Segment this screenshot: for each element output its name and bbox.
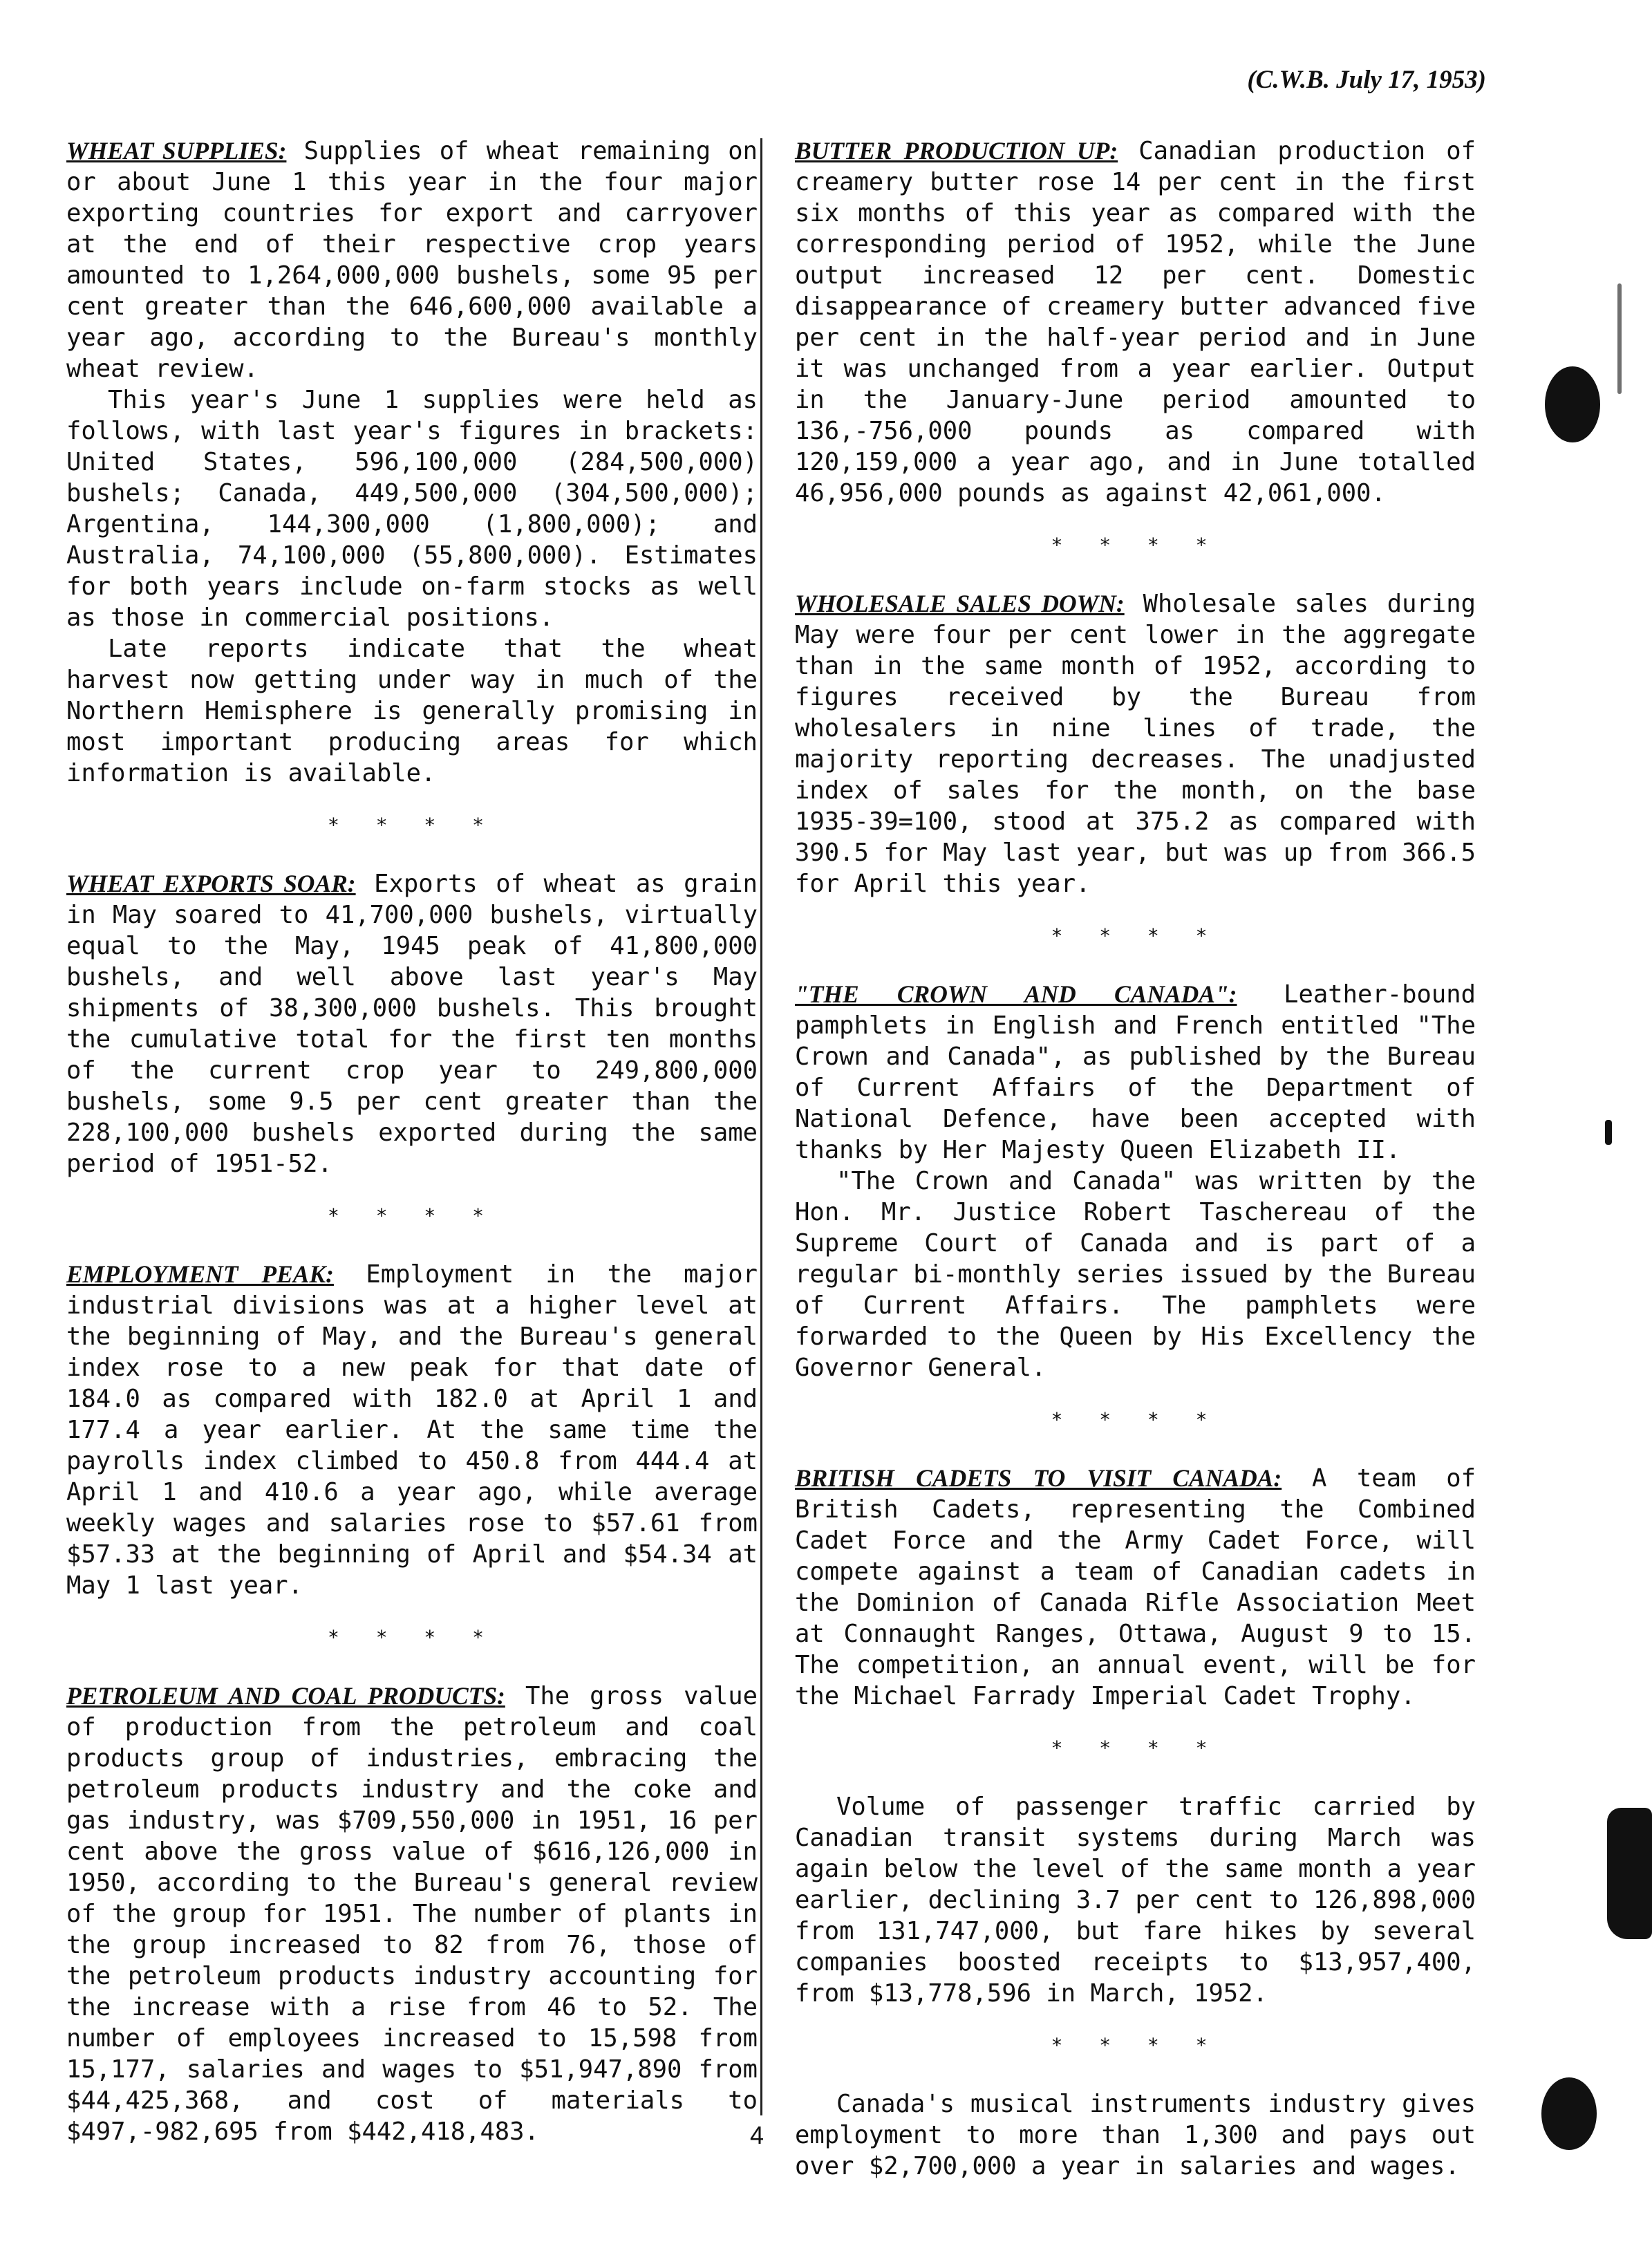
article-headline: WHEAT EXPORTS SOAR: xyxy=(66,870,356,897)
column-divider xyxy=(760,138,762,2115)
bulletin-header: (C.W.B. July 17, 1953) xyxy=(1247,66,1486,94)
article-headline: PETROLEUM AND COAL PRODUCTS: xyxy=(66,1682,505,1710)
article-musical-instruments xyxy=(795,2088,1476,2182)
article-crown-and-canada xyxy=(795,979,1476,1383)
scan-punch-hole-mark xyxy=(1545,366,1600,442)
scan-speck-mark xyxy=(1617,283,1622,394)
article-butter-production xyxy=(795,135,1476,509)
article-headline: BRITISH CADETS TO VISIT CANADA: xyxy=(795,1464,1282,1492)
section-separator: * * * * xyxy=(327,1204,496,1227)
article-british-cadets xyxy=(795,1463,1476,1712)
scan-edge-mark xyxy=(1607,1808,1652,1939)
article-headline: EMPLOYMENT PEAK: xyxy=(66,1260,334,1288)
article-text: Leather-bound pamphlets in English and French entitled "The Crown and Canada", as published by the Bureau of Current Affairs of the Department of National Defence, have been accepted with thanks by Her Majesty Queen Elizabeth II. xyxy=(795,980,1476,1164)
section-separator: * * * * xyxy=(327,1626,496,1649)
article-paragraph: Late reports indicate that the wheat harvest now getting under way in much of the Northern Hemisphere is generally promising in most important producing areas for which information is available. xyxy=(66,635,758,787)
article-paragraph xyxy=(795,1463,1476,1712)
article-paragraph: "The Crown and Canada" was written by the Hon. Mr. Justice Robert Taschereau of the Supreme Court of Canada and is part of a regular bi-monthly series issued by the Bureau of Current Affairs. The pamphlets were forwarded to the Queen by His Excellency the Governor General. xyxy=(795,1167,1476,1382)
article-wheat-exports xyxy=(66,868,758,1179)
article-text: Supplies of wheat remaining on or about June 1 this year in the four major exporting countries for export and carryover at the end of their respective crop years amounted to 1,264,000,000 bushels, some 95 per cent greater than the 646,600,000 available a year ago, according to the Bureau's monthly wheat review. xyxy=(66,137,758,383)
article-headline: WHOLESALE SALES DOWN: xyxy=(795,590,1125,617)
article-headline: "THE CROWN AND CANADA": xyxy=(795,980,1237,1008)
article-headline: BUTTER PRODUCTION UP: xyxy=(795,137,1118,165)
article-transit-traffic xyxy=(795,1791,1476,2009)
section-separator: * * * * xyxy=(1051,924,1220,947)
section-separator: * * * * xyxy=(1051,2034,1220,2057)
section-separator: * * * * xyxy=(1051,1408,1220,1431)
scan-punch-hole-mark xyxy=(1541,2077,1597,2150)
article-paragraph xyxy=(66,1681,758,2147)
section-separator: * * * * xyxy=(327,814,496,836)
article-paragraph: This year's June 1 supplies were held as follows, with last year's figures in brackets: United States, 596,100,000 (284,500,000) bushels; Canada, 449,500,000 (304,500,000); Argentina, 144,300,000 (1,800,000); and Australia, 74,100,000 (55,800,000). Estimates for both years include on-farm stocks as well as those in commercial positions. xyxy=(66,386,758,632)
article-paragraph: Canada's musical instruments industry gives employment to more than 1,300 and pays out over $2,700,000 a year in salaries and wages. xyxy=(795,2090,1476,2180)
article-text: A team of British Cadets, representing the Combined Cadet Force and the Army Cadet Force, will compete against a team of Canadian cadets in the Dominion of Canada Rifle Association Meet at Connaught Ranges, Ottawa, August 9 to 15. The competition, an annual event, will be for the Michael Farrady Imperial Cadet Trophy. xyxy=(795,1464,1476,1710)
page-number: 4 xyxy=(750,2121,764,2149)
article-employment-peak xyxy=(66,1259,758,1601)
article-petroleum-coal xyxy=(66,1681,758,2147)
left-column xyxy=(66,135,758,2147)
article-text: Employment in the major industrial divisions was at a higher level at the beginning of May, and the Bureau's general index rose to a new peak for that date of 184.0 as compared with 182.0 at April 1 and 177.4 a year earlier. At the same time the payrolls index climbed to 450.8 from 444.4 at April 1 and 410.6 a year ago, while average weekly wages and salaries rose to $57.61 from $57.33 at the beginning of April and $54.34 at May 1 last year. xyxy=(66,1260,758,1600)
right-column xyxy=(795,135,1476,2182)
article-text: The gross value of production from the petroleum and coal products group of industries, embracing the petroleum products industry and the coke and gas industry, was $709,550,000 in 1951, 16 per cent above the gross value of $616,126,000 in 1950, according to the Bureau's general review of the group for 1951. The number of plants in the group increased to 82 from 76, those of the petroleum products industry accounting for the increase with a rise from 46 to 52. The number of employees increased to 15,598 from 15,177, salaries and wages to $51,947,890 from $44,425,368, and cost of materials to $497,-982,695 from $442,418,483. xyxy=(66,1682,758,2146)
article-paragraph xyxy=(66,868,758,1179)
article-text: Canadian production of creamery butter rose 14 per cent in the first six months of this year as compared with the corresponding period of 1952, while the June output increased 12 per cent. Domestic disappearance of creamery butter advanced five per cent in the half-year period and in June it was unchanged from a year earlier. Output in the January-June period amounted to 136,-756,000 pounds as compared with 120,159,000 a year ago, and in June totalled 46,956,000 pounds as against 42,061,000. xyxy=(795,137,1476,507)
article-paragraph xyxy=(795,979,1476,1166)
article-paragraph xyxy=(795,135,1476,509)
article-paragraph xyxy=(795,588,1476,899)
article-wholesale-sales xyxy=(795,588,1476,899)
section-separator: * * * * xyxy=(1051,534,1220,557)
article-paragraph xyxy=(66,135,758,384)
article-text: Exports of wheat as grain in May soared to 41,700,000 bushels, virtually equal to the May, 1945 peak of 41,800,000 bushels, and well above last year's May shipments of 38,300,000 bushels. This brought the cumulative total for the first ten months of the current crop year to 249,800,000 bushels, some 9.5 per cent greater than the 228,100,000 bushels exported during the same period of 1951-52. xyxy=(66,870,758,1178)
article-wheat-supplies xyxy=(66,135,758,789)
article-paragraph xyxy=(66,1259,758,1601)
scan-speck-mark xyxy=(1605,1120,1612,1145)
article-paragraph: Volume of passenger traffic carried by Canadian transit systems during March was again below the level of the same month a year earlier, declining 3.7 per cent to 126,898,000 from 131,747,000, but fare hikes by several companies boosted receipts to $13,957,400, from $13,778,596 in March, 1952. xyxy=(795,1793,1476,2008)
article-headline: WHEAT SUPPLIES: xyxy=(66,137,287,165)
article-text: Wholesale sales during May were four per cent lower in the aggregate than in the same month of 1952, according to figures received by the Bureau from wholesalers in nine lines of trade, the majority reporting decreases. The unadjusted index of sales for the month, on the base 1935-39=100, stood at 375.2 as compared with 390.5 for May last year, but was up from 366.5 for April this year. xyxy=(795,590,1476,898)
section-separator: * * * * xyxy=(1051,1737,1220,1759)
